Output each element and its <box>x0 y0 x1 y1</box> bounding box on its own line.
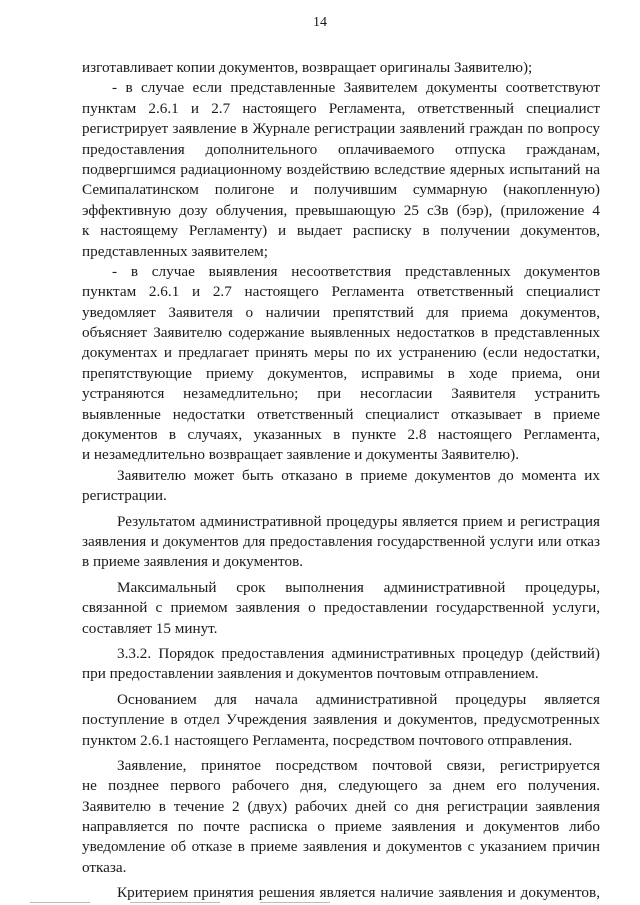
text-line: выявленные недостатки ответственный специалист отказывает в приеме <box>82 405 600 423</box>
text-line: Результатом административной процедуры является прием и регистрация <box>117 512 600 530</box>
text-line: пунктом 2.6.1 настоящего Регламента, посредством почтового отправления. <box>82 731 573 749</box>
text-line: направляется по почте расписка о приеме заявления и документов либо <box>82 818 600 836</box>
text-line: предоставления дополнительного оплачиваемого отпуска гражданам, <box>82 140 600 158</box>
text-line: эффективную дозу облучения, превышающую 25 сЗв (бэр), (приложение 4 <box>82 201 600 219</box>
text-line: - в случае если представленные Заявителем документы соответствуют <box>112 79 600 97</box>
text-line: связанной с приемом заявления о предоставлении государственной услуги, <box>82 599 600 617</box>
text-line: Основанием для начала административной процедуры является <box>117 690 600 708</box>
text-line: не позднее первого рабочего дня, следующего за днем его получения. <box>82 777 600 795</box>
text-line: изготавливает копии документов, возвращает оригиналы Заявителю); <box>82 59 533 76</box>
text-line: Максимальный срок выполнения административной процедуры, <box>117 578 600 596</box>
text-line: препятствующие приему документов, исправимы в ходе приема, они <box>82 364 600 382</box>
text-line: Семипалатинском полигоне и получившим суммарную (накопленную) <box>82 181 600 199</box>
text-line: уведомление об отказе в приеме заявления и документов с указанием причин <box>82 838 600 856</box>
text-line: регистрирует заявление в Журнале регистрации заявлений граждан по вопросу <box>82 120 600 138</box>
text-line: Заявителю может быть отказано в приеме документов до момента их <box>117 466 600 484</box>
text-line: отказа. <box>82 858 127 876</box>
scan-edge-marks <box>0 899 640 905</box>
text-line: уведомляет Заявителя о наличии препятствий для приема документов, <box>82 303 600 321</box>
text-line: устраняются незамедлительно; при несогласии Заявителя устранить <box>82 385 600 403</box>
text-line: в приеме заявления и документов. <box>82 553 304 571</box>
page-number: 14 <box>313 15 327 30</box>
text-line: и незамедлительно возвращает заявление и документы Заявителю). <box>82 446 520 464</box>
text-line: подвергшимся радиационному воздействию вследствие ядерных испытаний на <box>82 160 600 178</box>
text-line: документах и предлагает принять меры по их устранению (если недостатки, <box>82 344 600 362</box>
text-line: объясняет Заявителю содержание выявленных недостатков в представленных <box>82 324 600 342</box>
document-body <box>82 58 600 904</box>
text-line: Критерием принятия решения является наличие заявления и документов, <box>117 884 600 902</box>
text-line: документов в случаях, указанных в пункте 2.8 настоящего Регламента, <box>82 426 600 444</box>
text-line: пунктам 2.6.1 и 2.7 настоящего Регламента, ответственный специалист <box>82 99 600 117</box>
text-line: поступление в отдел Учреждения заявления и документов, предусмотренных <box>82 711 600 729</box>
text-line: - в случае выявления несоответствия представленных документов <box>112 262 600 280</box>
text-line: пунктам 2.6.1 и 2.7 настоящего Регламента ответственный специалист <box>82 283 600 301</box>
text-line: регистрации. <box>82 487 167 505</box>
text-line: 3.3.2. Порядок предоставления административных процедур (действий) <box>117 644 600 662</box>
text-line: при предоставлении заявления и документов почтовым отправлением. <box>82 665 539 683</box>
text-line: представленных заявителем; <box>82 242 268 260</box>
text-line: Заявление, принятое посредством почтовой связи, регистрируется <box>117 756 600 774</box>
text-line: заявления и документов для предоставления государственной услуги или отказ <box>82 532 600 550</box>
text-line: к настоящему Регламенту) и выдает расписку в получении документов, <box>82 222 600 240</box>
text-line: составляет 15 минут. <box>82 619 218 637</box>
text-line: Заявителю в течение 2 (двух) рабочих дней со дня регистрации заявления <box>82 797 600 815</box>
